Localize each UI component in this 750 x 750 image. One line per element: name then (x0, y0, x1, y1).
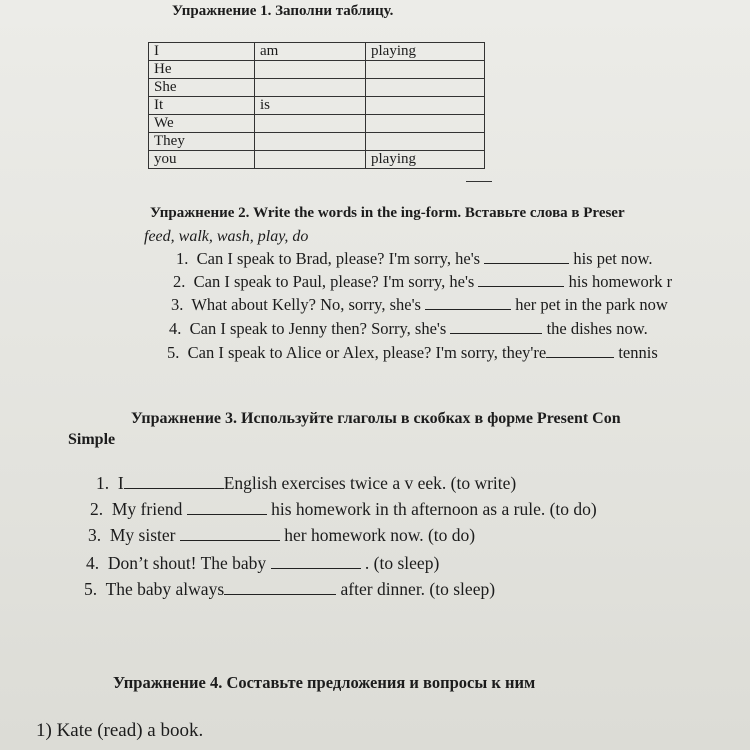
ing-form-cell[interactable] (366, 79, 485, 97)
ex3-item-1 (96, 473, 516, 494)
item-number: 1. (176, 249, 189, 268)
item-text-before: Don’t shout! The baby (107, 553, 267, 573)
answer-blank[interactable] (187, 500, 267, 515)
item-text-before: What about Kelly? No, sorry, she's (191, 295, 421, 314)
answer-blank[interactable] (484, 249, 569, 264)
item-number: 2. (90, 499, 104, 519)
exercise-2-title: Упражнение 2. Write the words in the ing-form. Вставьте слова в Preser (150, 205, 625, 221)
answer-blank[interactable] (450, 319, 542, 334)
pronoun-cell: They (149, 133, 255, 151)
be-form-cell: is (255, 97, 366, 115)
item-text-before: I (117, 473, 124, 493)
item-number: 2. (173, 272, 186, 291)
table-row (149, 151, 485, 169)
exercise-1-title: Упражнение 1. Заполни таблицу. (172, 3, 394, 19)
be-form-cell[interactable] (255, 133, 366, 151)
item-number: 5. (84, 579, 98, 599)
item-number: 4. (169, 319, 182, 338)
answer-blank[interactable] (271, 554, 361, 569)
exercise-2-word-list: feed, walk, wash, play, do (144, 228, 309, 245)
ex4-item-1: 1) Kate (read) a book. (36, 720, 204, 741)
table-row (149, 133, 485, 151)
item-text-before: My friend (111, 499, 183, 519)
exercise-3-title: Упражнение 3. Используйте глаголы в скобках в форме Present Con (131, 410, 621, 427)
ing-form-cell[interactable] (366, 115, 485, 133)
item-number: 3. (88, 525, 102, 545)
pronoun-cell: you (149, 151, 255, 169)
ex3-item-3 (88, 525, 475, 546)
answer-blank[interactable] (180, 526, 280, 541)
item-text-after: after dinner. (to sleep) (340, 579, 496, 599)
pronoun-cell: It (149, 97, 255, 115)
pronoun-cell: She (149, 79, 255, 97)
exercise-3-title-continuation: Simple (68, 431, 116, 448)
item-text-after: her homework now. (to do) (284, 525, 476, 545)
pronoun-cell: We (149, 115, 255, 133)
ex2-item-5 (167, 343, 658, 363)
item-number: 5. (167, 343, 180, 362)
item-text-before: Can I speak to Alice or Alex, please? I'm sorry, they're (187, 343, 547, 362)
item-text-before: Can I speak to Jenny then? Sorry, she's (189, 319, 447, 338)
answer-blank[interactable] (478, 272, 564, 287)
pronoun-cell: I (149, 43, 255, 61)
item-text-after: tennis (618, 343, 658, 362)
table-row (149, 43, 485, 61)
table-row (149, 97, 485, 115)
ex3-item-2 (90, 499, 597, 520)
be-form-cell[interactable] (255, 79, 366, 97)
answer-blank[interactable] (546, 343, 614, 358)
ex2-item-1 (176, 249, 652, 269)
ing-form-cell: playing (366, 151, 485, 169)
item-text-before: The baby always (105, 579, 225, 599)
answer-blank[interactable] (224, 580, 336, 595)
be-form-cell: am (255, 43, 366, 61)
be-form-cell[interactable] (255, 61, 366, 79)
verb-forms-table (148, 42, 485, 169)
ex2-item-4 (169, 319, 648, 339)
item-text-after: her pet in the park now (515, 295, 668, 314)
ing-form-cell[interactable] (366, 133, 485, 151)
answer-blank[interactable] (124, 474, 224, 489)
item-number: 4. (86, 553, 100, 573)
item-text-after: the dishes now. (546, 319, 648, 338)
item-text-before: Can I speak to Brad, please? I'm sorry, he's (196, 249, 481, 268)
table-row (149, 61, 485, 79)
pronoun-cell: He (149, 61, 255, 79)
item-text-after: . (to sleep) (364, 553, 440, 573)
ex2-item-3 (171, 295, 668, 315)
ex3-item-4 (86, 553, 439, 574)
ex3-item-5 (84, 579, 495, 600)
item-number: 3. (171, 295, 184, 314)
item-number: 1. (96, 473, 110, 493)
answer-blank[interactable] (425, 295, 511, 310)
ing-form-cell[interactable] (366, 97, 485, 115)
item-text-before: Can I speak to Paul, please? I'm sorry, he's (193, 272, 475, 291)
be-form-cell[interactable] (255, 115, 366, 133)
table-edge-line (466, 181, 492, 182)
ex2-item-2 (173, 272, 672, 292)
item-text-after: his homework in th afternoon as a rule. (to do) (271, 499, 597, 519)
item-text-before: My sister (109, 525, 176, 545)
table-row (149, 79, 485, 97)
ing-form-cell: playing (366, 43, 485, 61)
be-form-cell[interactable] (255, 151, 366, 169)
exercise-4-title: Упражнение 4. Составьте предложения и вопросы к ним (113, 673, 536, 692)
item-text-after: English exercises twice a v eek. (to write) (223, 473, 517, 493)
ing-form-cell[interactable] (366, 61, 485, 79)
item-text-after: his pet now. (573, 249, 653, 268)
item-text-after: his homework r (568, 272, 673, 291)
table-row (149, 115, 485, 133)
